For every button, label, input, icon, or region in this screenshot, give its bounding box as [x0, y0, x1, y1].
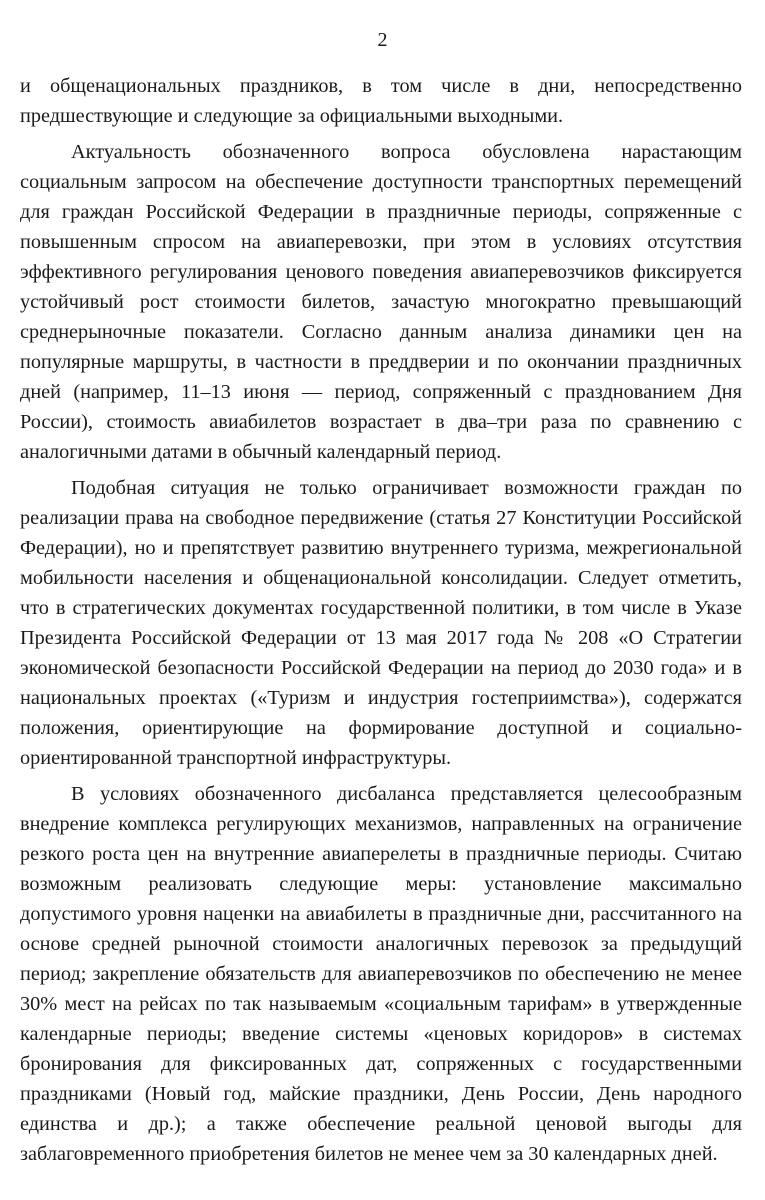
- page-number: 2: [377, 29, 388, 51]
- paragraph-situation: Подобная ситуация не только ограничивает возможности граждан по реализации права на свободное передвижение (статья 27 Конституции Российской Федерации), но и препятствует развитию внутреннего туризма, межрегиональной мобильности населения и общенациональной консолидации. Следует отметить, что в стратегических документах государственной политики, в том числе в Указе Президента Российской Федерации от 13 мая 2017 года № 208 «О Стратегии экономической безопасности Российской Федерации на период до 2030 года» и в национальных проектах («Туризм и индустрия гостеприимства»), содержатся положения, ориентирующие на формирование доступной и социально-ориентированной транспортной инфраструктуры.: [20, 477, 742, 769]
- paragraph-proposals: В условиях обозначенного дисбаланса представляется целесообразным внедрение комплекса регулирующих механизмов, направленных на ограничение резкого роста цен на внутренние авиаперелеты в праздничные периоды. Считаю возможным реализовать следующие меры: установление максимально допустимого уровня наценки на авиабилеты в праздничные дни, рассчитанного на основе средней рыночной стоимости аналогичных перевозок за предыдущий период; закрепление обязательств для авиаперевозчиков по обеспечению не менее 30% мест на рейсах по так называемым «социальным тарифам» в утвержденные календарные периоды; введение системы «ценовых коридоров» в системах бронирования для фиксированных дат, сопряженных с государственными праздниками (Новый год, майские праздники, День России, День народного единства и др.); а также обеспечение реальной ценовой выгоды для заблаговременного приобретения билетов не менее чем за 30 календарных дней.: [20, 783, 742, 1165]
- paragraph-continuation: и общенациональных праздников, в том числе в дни, непосредственно предшествующие и следующие за официальными выходными.: [20, 75, 742, 127]
- document-body: [20, 71, 742, 1169]
- paragraph-relevance: Актуальность обозначенного вопроса обусловлена нарастающим социальным запросом на обеспечение доступности транспортных перемещений для граждан Российской Федерации в праздничные периоды, сопряженные с повышенным спросом на авиаперевозки, при этом в условиях отсутствия эффективного регулирования ценового поведения авиаперевозчиков фиксируется устойчивый рост стоимости билетов, зачастую многократно превышающий среднерыночные показатели. Согласно данным анализа динамики цен на популярные маршруты, в частности в преддверии и по окончании праздничных дней (например, 11–13 июня — период, сопряженный с празднованием Дня России), стоимость авиабилетов возрастает в два–три раза по сравнению с аналогичными датами в обычный календарный период.: [20, 141, 742, 463]
